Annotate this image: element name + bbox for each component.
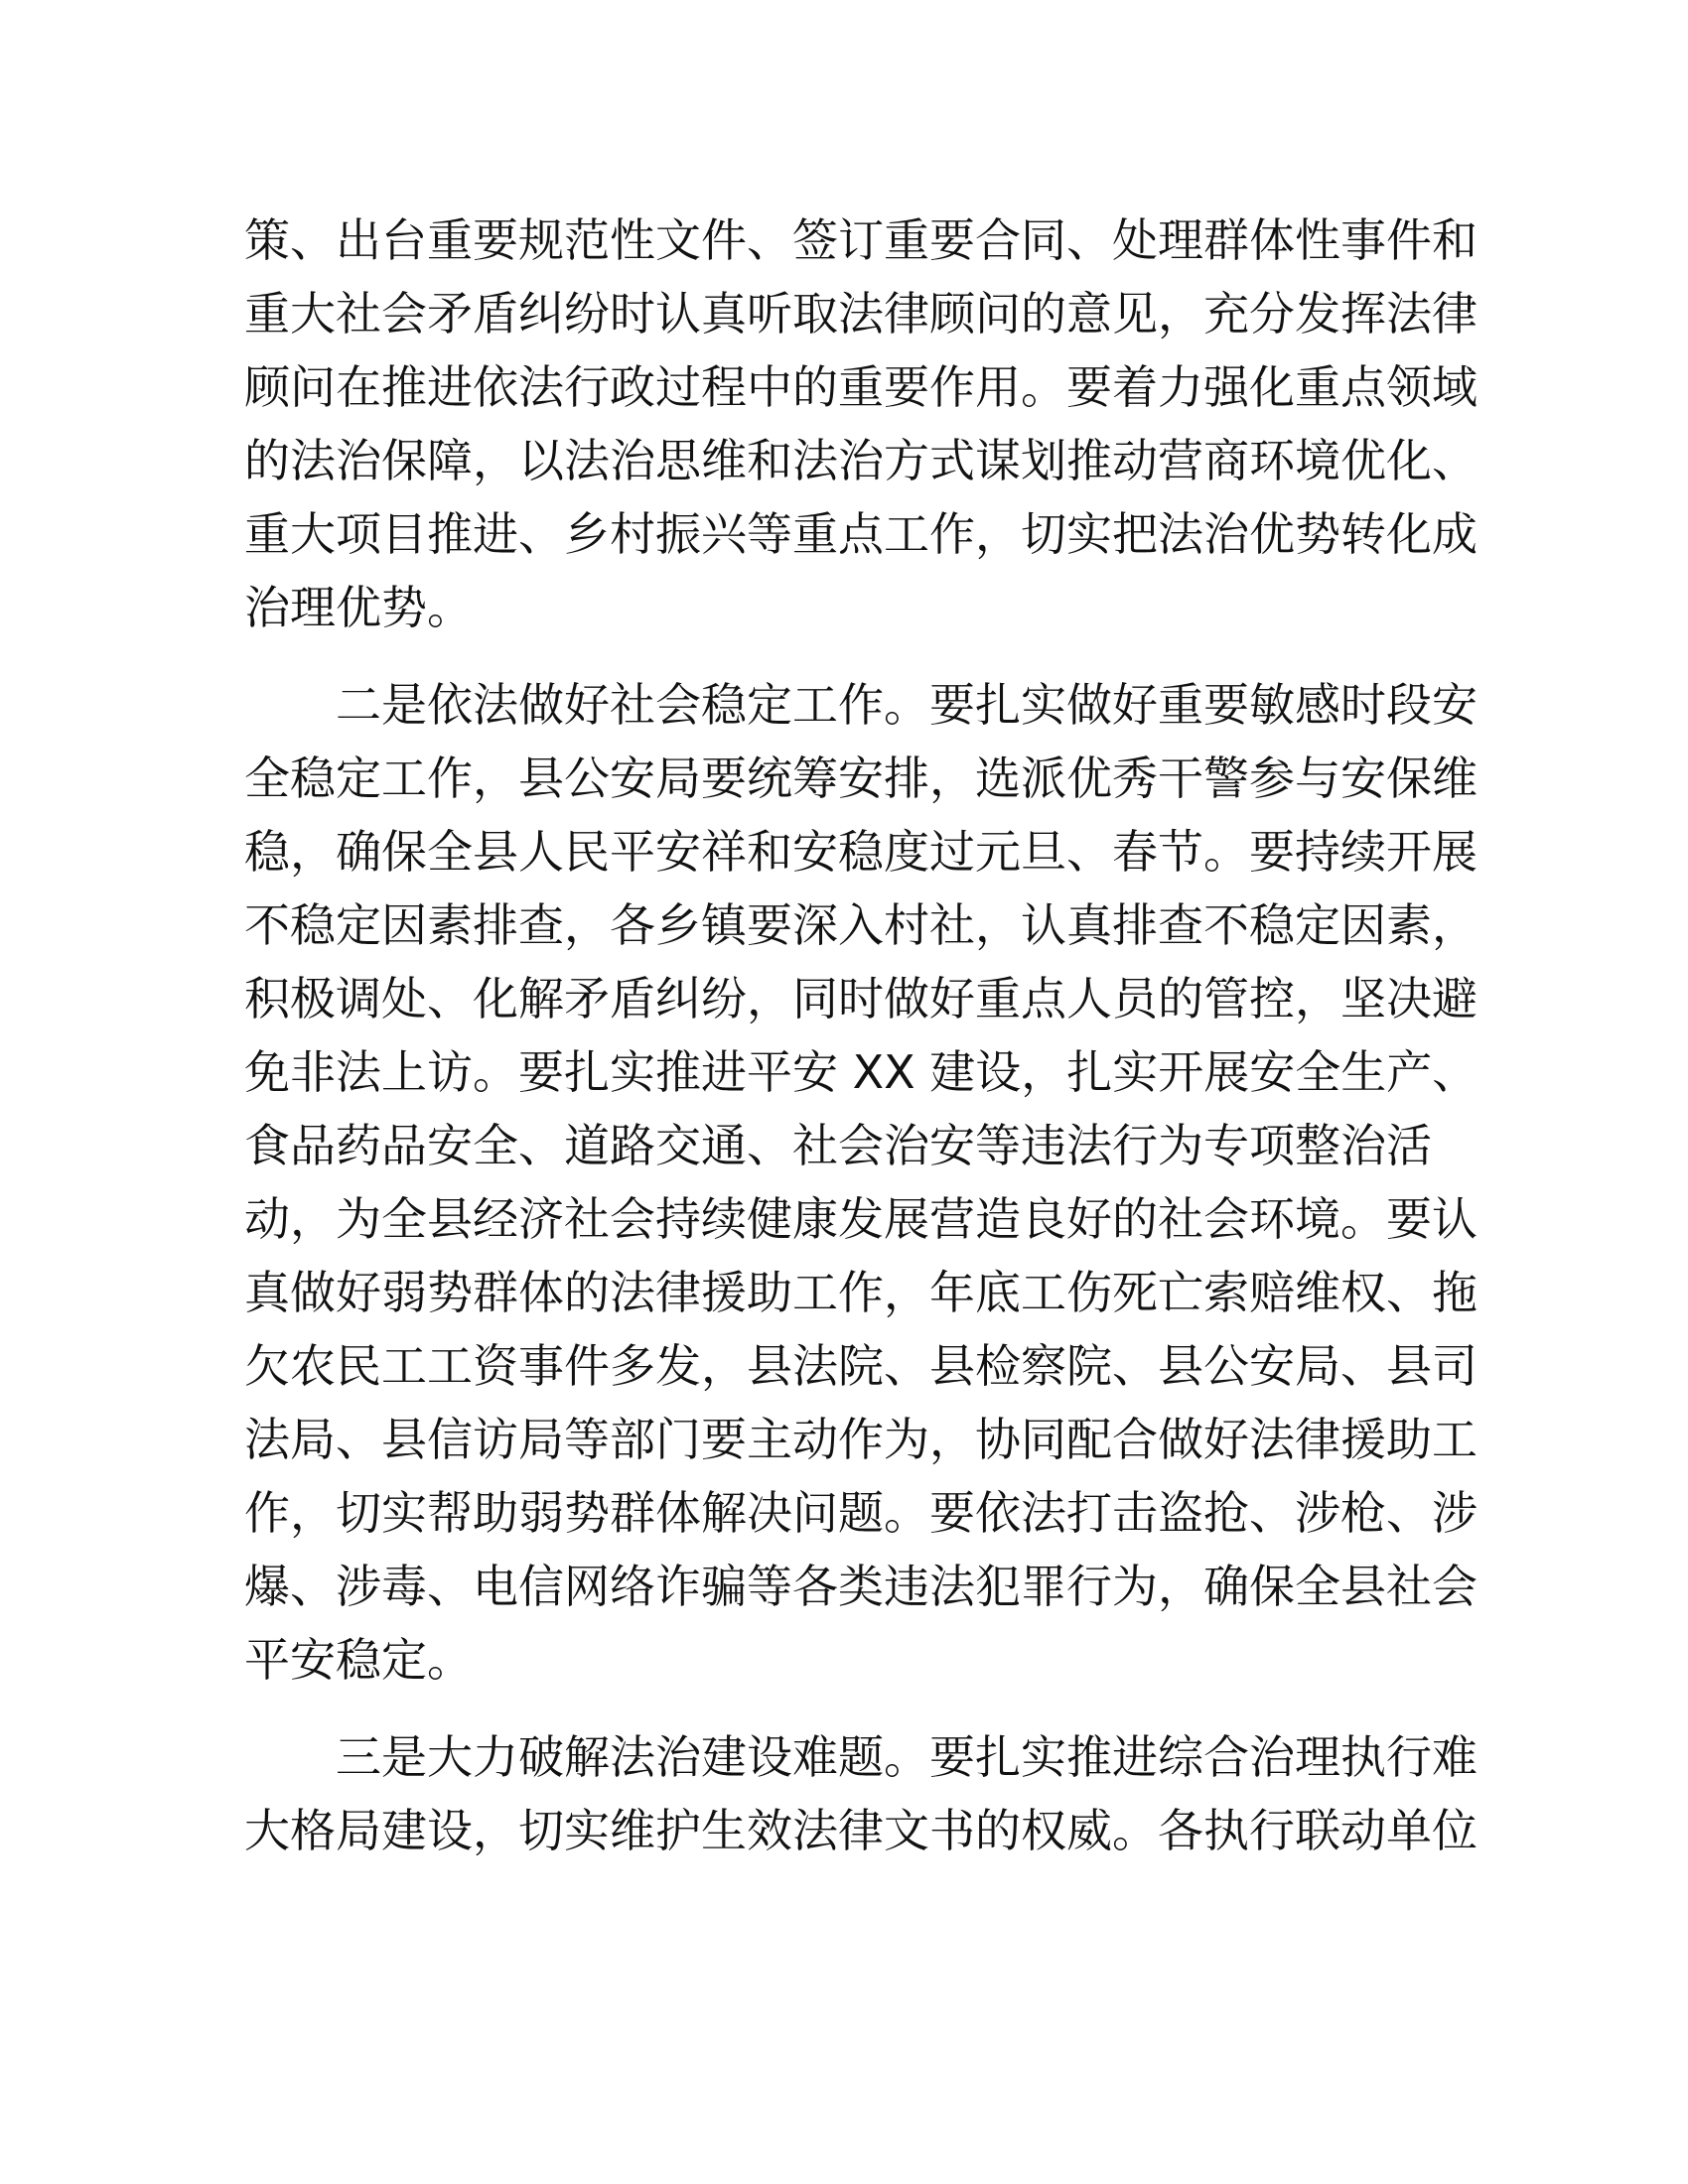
text-line: 免非法上访。要扎实推进平安 XX 建设，扎实开展安全生产、 [244,1045,1478,1099]
text-line: 全稳定工作，县公安局要统筹安排，选派优秀干警参与安保维 [244,751,1477,805]
text-line: 食品药品安全、道路交通、社会治安等违法行为专项整治活 [244,1119,1432,1172]
text-line: 的法治保障，以法治思维和法治方式谋划推动营商环境优化、 [244,434,1477,487]
text-line: 治理优势。 [244,581,473,634]
text-line: 爆、涉毒、电信网络诈骗等各类违法犯罪行为，确保全县社会 [244,1560,1477,1613]
text-line: 策、出台重要规范性文件、签订重要合同、处理群体性事件和 [244,213,1477,267]
text-line: 法局、县信访局等部门要主动作为，协同配合做好法律援助工 [244,1413,1477,1466]
text-line: 大格局建设，切实维护生效法律文书的权威。各执行联动单位 [244,1804,1477,1857]
text-line: 真做好弱势群体的法律援助工作，年底工伤死亡索赔维权、拖 [244,1266,1477,1319]
paragraph-spacing [244,644,1440,668]
text-line: 二是依法做好社会稳定工作。要扎实做好重要敏感时段安 [336,678,1477,732]
text-line: 作，切实帮助弱势群体解决问题。要依法打击盗抢、涉枪、涉 [244,1486,1477,1540]
text-line: 重大项目推进、乡村振兴等重点工作，切实把法治优势转化成 [244,507,1477,561]
text-line: 平安稳定。 [244,1633,473,1687]
text-line: 动，为全县经济社会持续健康发展营造良好的社会环境。要认 [244,1192,1477,1246]
text-line: 顾问在推进依法行政过程中的重要作用。要着力强化重点领域 [244,360,1477,414]
text-line: 重大社会矛盾纠纷时认真听取法律顾问的意见，充分发挥法律 [244,287,1477,341]
text-line: 三是大力破解法治建设难题。要扎实推进综合治理执行难 [336,1730,1477,1784]
document-body [244,204,1478,1867]
paragraph-spacing [244,1697,1440,1720]
text-line: 稳，确保全县人民平安祥和安稳度过元旦、春节。要持续开展 [244,825,1477,879]
paragraph-1 [244,204,1477,644]
text-line: 不稳定因素排查，各乡镇要深入村社，认真排查不稳定因素， [244,898,1477,952]
paragraph-2 [244,668,1478,1697]
text-line: 积极调处、化解矛盾纠纷，同时做好重点人员的管控，坚决避 [244,972,1477,1025]
text-line: 欠农民工工资事件多发，县法院、县检察院、县公安局、县司 [244,1339,1477,1393]
paragraph-3 [244,1720,1477,1867]
